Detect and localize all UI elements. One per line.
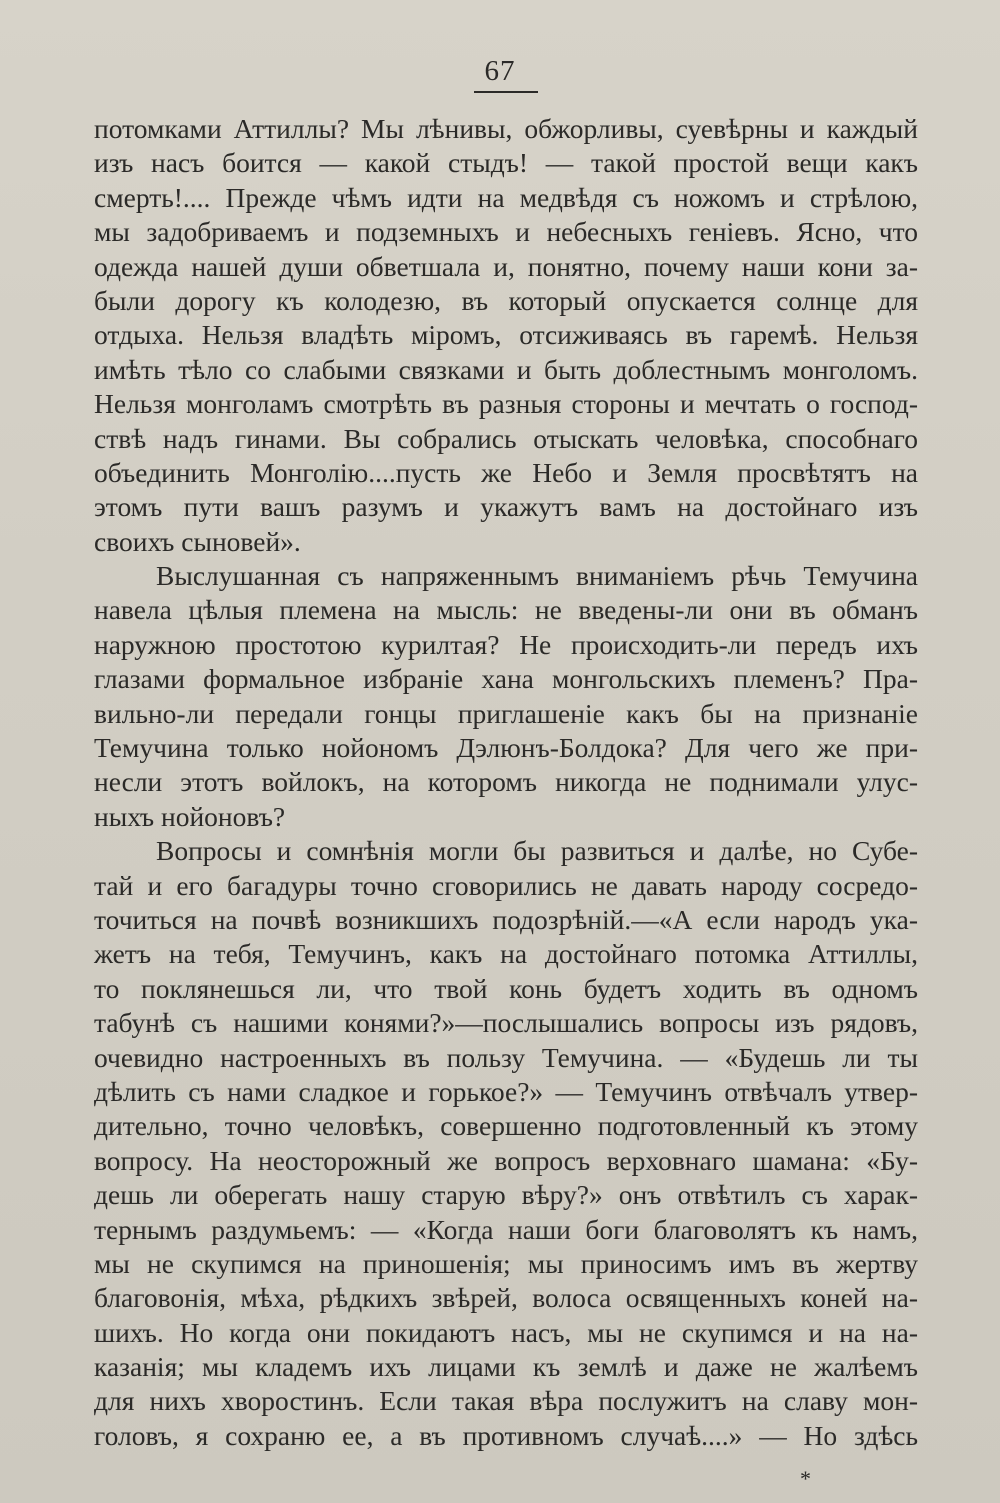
paragraph-end-line: ныхъ нойоновъ? [94,800,286,832]
text-line: были дорогу къ колодезю, въ который опускается солнце для [94,284,918,316]
paragraph-end-line: своихъ сыновей». [94,525,301,557]
body-text [94,112,918,1453]
text-line: изъ насъ боится — какой стыдъ! — такой простой вещи какъ [94,147,918,179]
text-line: точиться на почвѣ возникшихъ подозрѣній.—«А если народъ ука- [94,903,918,935]
text-line: то поклянешься ли, что твой конь будетъ ходить въ одномъ [94,972,918,1004]
text-line: навела цѣлыя племена на мысль: не введены-ли они въ обманъ [94,594,918,626]
text-line: дешь ли оберегать нашу старую вѣру?» онъ отвѣтилъ съ харак- [94,1179,918,1211]
text-line: мы задобриваемъ и подземныхъ и небесныхъ геніевъ. Ясно, что [94,216,918,248]
text-line: глазами формальное избраніе хана монгольскихъ племенъ? Пра- [94,663,918,695]
signature-mark: * [800,1466,811,1491]
text-line: Нельзя монголамъ смотрѣть въ разныя стороны и мечтать о господ- [94,388,918,420]
paragraph-start-line: Вопросы и сомнѣнія могли бы развиться и далѣе, но Субе- [156,835,918,867]
text-line: наружною простотою курилтая? Не происходить-ли передъ ихъ [94,628,918,660]
text-line: шихъ. Но когда они покидаютъ насъ, мы не скупимся и на на- [94,1316,918,1348]
text-line: дительно, точно человѣкъ, совершенно подготовленный къ этому [94,1110,918,1142]
page-number-rule [474,91,538,93]
text-line: вильно-ли передали гонцы приглашеніе какъ бы на признаніе [94,697,918,729]
text-line: для нихъ хворостинъ. Если такая вѣра послужитъ на славу мон- [94,1385,918,1417]
text-line: казанія; мы кладемъ ихъ лицами къ землѣ и даже не жалѣемъ [94,1351,918,1383]
text-line: дѣлить съ нами сладкое и горькое?» — Темучинъ отвѣчалъ утвер- [94,1075,918,1107]
page-number: 67 [484,55,516,87]
text-line: Темучина только нойономъ Дэлюнъ-Болдока? Для чего же при- [94,732,918,764]
text-line: вопросу. На неосторожный же вопросъ верховнаго шамана: «Бу- [94,1144,918,1176]
text-line: смерть!.... Прежде чѣмъ идти на медвѣдя съ ножомъ и стрѣлою, [94,181,918,213]
text-line: объединить Монголію....пусть же Небо и Земля просвѣтятъ на [94,456,918,488]
text-line: несли этотъ войлокъ, на которомъ никогда не поднимали улус- [94,766,918,798]
text-line: имѣть тѣло со слабыми связками и быть доблестнымъ монголомъ. [94,353,918,385]
text-line: благовонія, мѣха, рѣдкихъ звѣрей, волоса освященныхъ коней на- [94,1282,918,1314]
text-line: этомъ пути вашъ разумъ и укажутъ вамъ на достойнаго изъ [94,491,918,523]
text-line: ствѣ надъ гинами. Вы собрались отыскать человѣка, способнаго [94,422,918,454]
text-line: жетъ на тебя, Темучинъ, какъ на достойнаго потомка Аттиллы, [94,938,918,970]
text-line: мы не скупимся на приношенія; мы приносимъ имъ въ жертву [94,1247,918,1279]
text-line: очевидно настроенныхъ въ пользу Темучина. — «Будешь ли ты [94,1041,918,1073]
text-line: потомками Аттиллы? Мы лѣнивы, обжорливы, суевѣрны и каждый [94,113,918,144]
text-line: тай и его багадуры точно сговорились не давать народу сосредо- [94,869,918,901]
text-line: табунѣ съ нашими конями?»—послышались вопросы изъ рядовъ, [94,1007,918,1039]
text-line: головъ, я сохраню ее, а въ противномъ случаѣ....» — Но здѣсь [94,1419,918,1451]
paragraph-start-line: Выслушанная съ напряженнымъ вниманіемъ рѣчь Темучина [156,560,918,592]
text-line: тернымъ раздумьемъ: — «Когда наши боги благоволятъ къ намъ, [94,1213,918,1245]
text-line: одежда нашей души обветшала и, понятно, почему наши кони за- [94,250,918,282]
text-line: отдыха. Нельзя владѣть міромъ, отсиживаясь въ гаремѣ. Нельзя [94,319,918,351]
